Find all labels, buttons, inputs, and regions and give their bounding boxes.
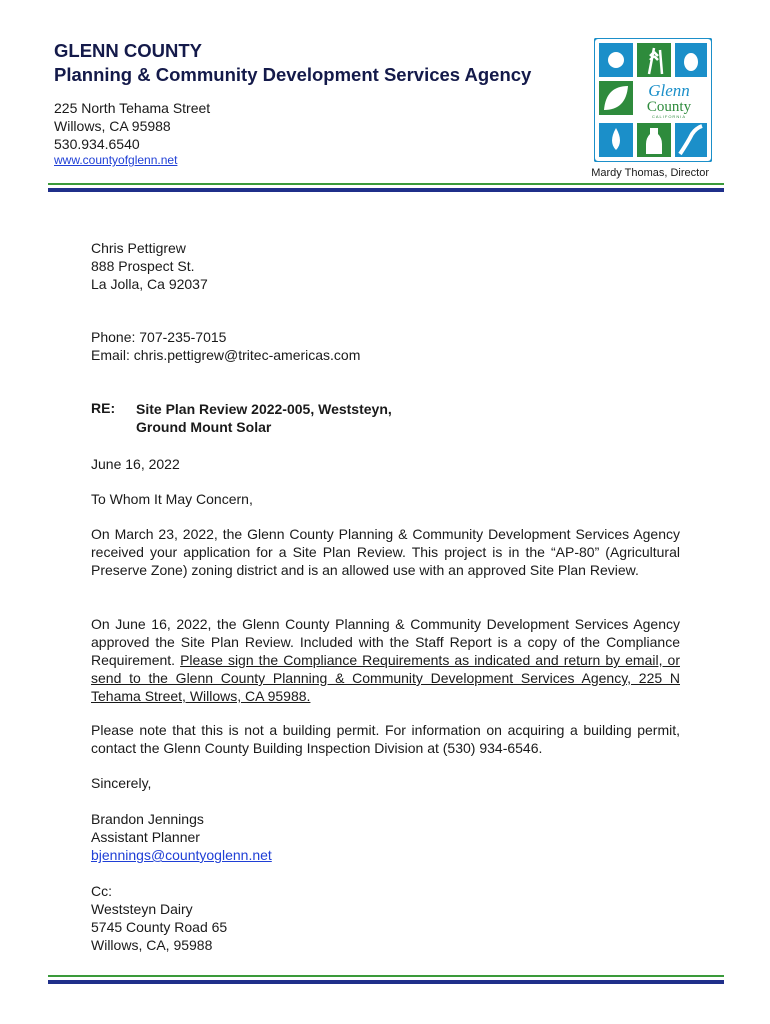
subject-line-2: Ground Mount Solar (136, 419, 272, 435)
director-name: Mardy Thomas, Director (591, 167, 709, 179)
paragraph-application-received (91, 525, 680, 579)
cc-name: Weststeyn Dairy (91, 901, 193, 917)
subject-label: RE: (91, 400, 116, 416)
header-rule-blue (48, 188, 724, 192)
header-rule-green (48, 183, 724, 185)
cc-street: 5745 County Road 65 (91, 919, 228, 935)
recipient-city: La Jolla, Ca 92037 (91, 276, 208, 292)
paragraph-2-instructions: Please sign the Compliance Requirements as indicated and return by email, or send to the Glenn County Planning & Community Development Services Agency, 225 N Tehama Street, Willows, CA 95988. (91, 652, 680, 704)
subject-line-1: Site Plan Review 2022-005, Weststeyn, (136, 401, 392, 417)
closing: Sincerely, (91, 775, 152, 791)
salutation: To Whom It May Concern, (91, 491, 253, 507)
footer-rule-green (48, 975, 724, 977)
glenn-county-logo (594, 38, 712, 162)
recipient-phone: Phone: 707-235-7015 (91, 329, 227, 345)
recipient-name: Chris Pettigrew (91, 240, 186, 256)
cc-city: Willows, CA, 95988 (91, 937, 213, 953)
signer-name: Brandon Jennings (91, 811, 204, 827)
paragraph-2-text: On June 16, 2022, the Glenn County Planning & Community Development Services Agency approved the Site Plan Review. Included with the Staff Report is a copy of the Compliance Requirement. (91, 616, 680, 668)
agency-phone: 530.934.6540 (54, 136, 140, 152)
sun-icon (608, 52, 624, 68)
agency-subtitle: Planning & Community Development Services Agency (54, 64, 532, 85)
logo-county-text: County (646, 99, 692, 115)
agency-address-city: Willows, CA 95988 (54, 118, 171, 134)
agency-name: GLENN COUNTY (54, 40, 202, 61)
letter-date: June 16, 2022 (91, 456, 180, 472)
signer-title: Assistant Planner (91, 829, 200, 845)
logo-glenn-text: Glenn (648, 81, 690, 100)
agency-website-link[interactable]: www.countyofglenn.net (54, 153, 178, 167)
paragraph-approval (91, 615, 680, 705)
paragraph-building-permit (91, 721, 680, 757)
olive-icon (684, 53, 698, 71)
recipient-street: 888 Prospect St. (91, 258, 195, 274)
footer-rule-blue (48, 980, 724, 984)
logo-california-text: CALIFORNIA (651, 114, 687, 119)
paragraph-3-text: Please note that this is not a building permit. For information on acquiring a building permit, contact the Glenn County Building Inspection Division at (530) 934-6546. (91, 722, 680, 756)
cc-label: Cc: (91, 883, 112, 899)
recipient-email: Email: chris.pettigrew@tritec-americas.com (91, 347, 361, 363)
signer-email-link[interactable]: bjennings@countyoglenn.net (91, 847, 272, 863)
agency-address-street: 225 North Tehama Street (54, 100, 211, 116)
paragraph-1-text: On March 23, 2022, the Glenn County Planning & Community Development Services Agency received your application for a Site Plan Review. This project is in the “AP-80” (Agricultural Preserve Zone) zoning district and is an allowed use with an approved Site Plan Review. (91, 526, 680, 578)
